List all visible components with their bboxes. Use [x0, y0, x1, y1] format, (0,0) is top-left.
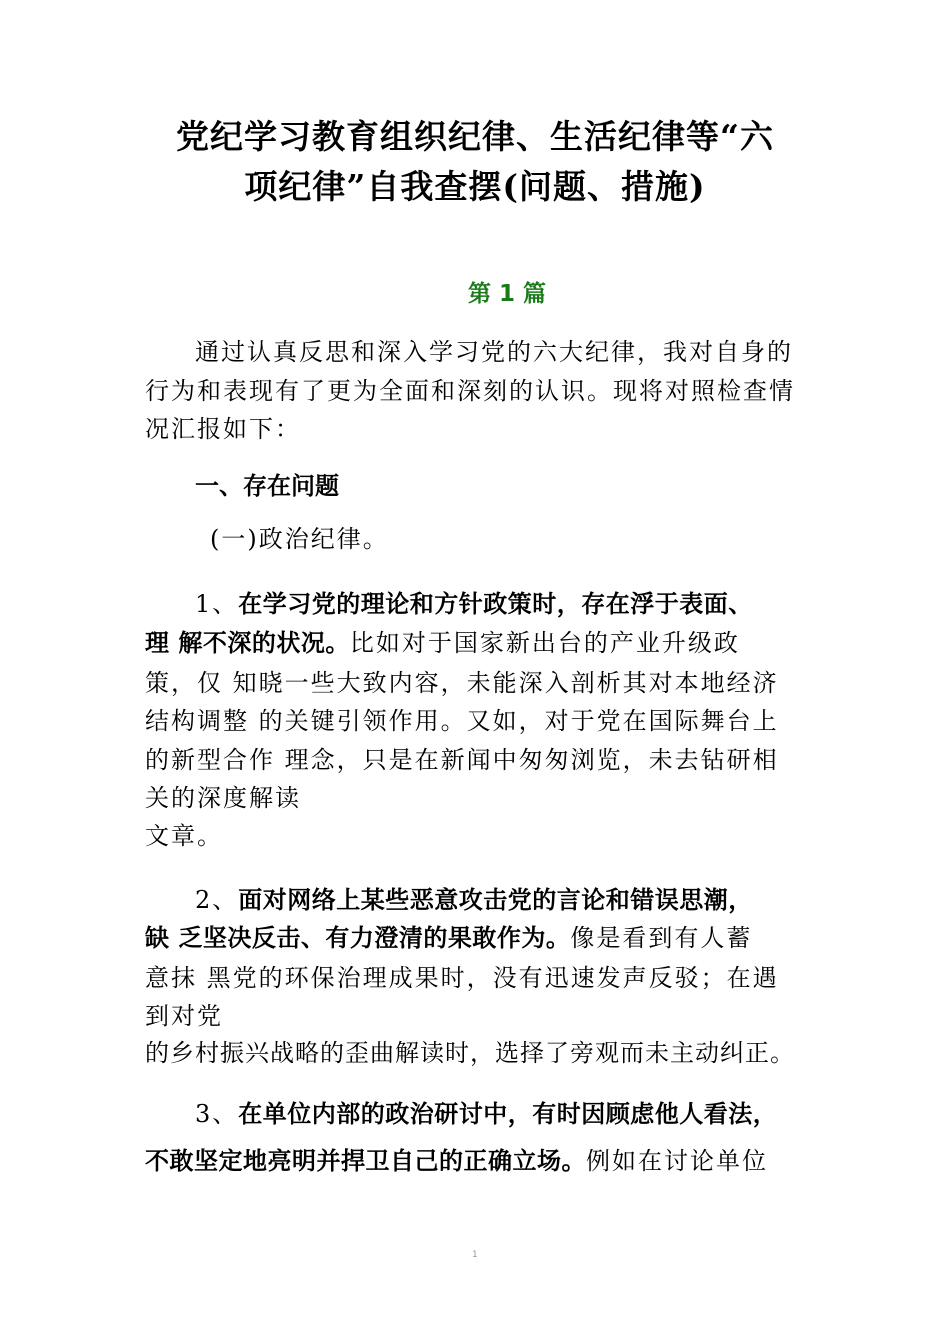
item-2-bold-1: 面对网络上某些恶意攻击党的言论和错误思潮，	[238, 886, 753, 914]
item-1-rest-2: 比如对于国家新出台的产业升级政	[349, 629, 740, 657]
item-2-bold-2: 缺 乏坚决反击、有力澄清的果敢作为。	[145, 924, 571, 952]
title-line-1: 党纪学习教育组织纪律、生活纪律等“六	[176, 117, 774, 156]
item-3-bold-2: 不敢坚定地亮明并捍卫自己的正确立场。	[145, 1147, 586, 1175]
item-2-line-1	[195, 881, 753, 919]
item-1-line-6: 关的深度解读	[145, 784, 301, 812]
item-2-rest-2: 像是看到有人蓄	[570, 924, 753, 952]
item-1-line-5: 的新型合作 理念，只是在新闻中匆匆浏览，未去钻研相	[145, 746, 779, 774]
item-1-line-2	[145, 624, 740, 662]
page-number: 1	[472, 1250, 478, 1260]
item-3-number: 3、	[195, 1100, 239, 1128]
chapter-label: 第 1 篇	[468, 281, 547, 307]
item-2-line-2	[145, 919, 752, 957]
intro-line-3: 况汇报如下：	[145, 415, 301, 443]
item-1-line-3: 策，仅 知晓一些大致内容，未能深入剖析其对本地经济	[145, 669, 779, 697]
subsection-heading: (一)政治纪律。	[210, 525, 389, 553]
document-title	[130, 112, 820, 212]
intro-line-2: 行为和表现有了更为全面和深刻的认识。现将对照检查情	[145, 377, 795, 405]
item-3-line-2	[145, 1142, 768, 1180]
title-line-2: 项纪律”自我查摆(问题、措施)	[244, 167, 706, 206]
item-1-line-1	[195, 585, 753, 623]
item-1-number: 1、	[195, 590, 239, 618]
intro-line-1: 通过认真反思和深入学习党的六大纪律，我对自身的	[195, 338, 793, 366]
item-3-bold-1: 在单位内部的政治研讨中，有时因顾虑他人看法，	[238, 1100, 778, 1128]
item-1-bold-1: 在学习党的理论和方针政策时，存在浮于表面、	[238, 590, 753, 618]
item-1-line-4: 结构调整 的关键引领作用。又如，对于党在国际舞台上	[145, 707, 779, 735]
item-2-line-4: 到对党	[145, 1002, 223, 1030]
item-3-rest-2: 例如在讨论单位	[586, 1147, 768, 1175]
item-1-line-7: 文章。	[145, 822, 223, 850]
item-1-bold-2: 理 解不深的状况。	[145, 629, 350, 657]
item-3-line-1	[195, 1095, 777, 1133]
item-2-number: 2、	[195, 886, 239, 914]
item-2-line-3: 意抹 黑党的环保治理成果时，没有迅速发声反驳；在遇	[145, 964, 779, 992]
section-heading: 一、存在问题	[195, 472, 339, 500]
item-2-line-5: 的乡村振兴战略的歪曲解读时，选择了旁观而未主动纠正。	[145, 1039, 795, 1067]
